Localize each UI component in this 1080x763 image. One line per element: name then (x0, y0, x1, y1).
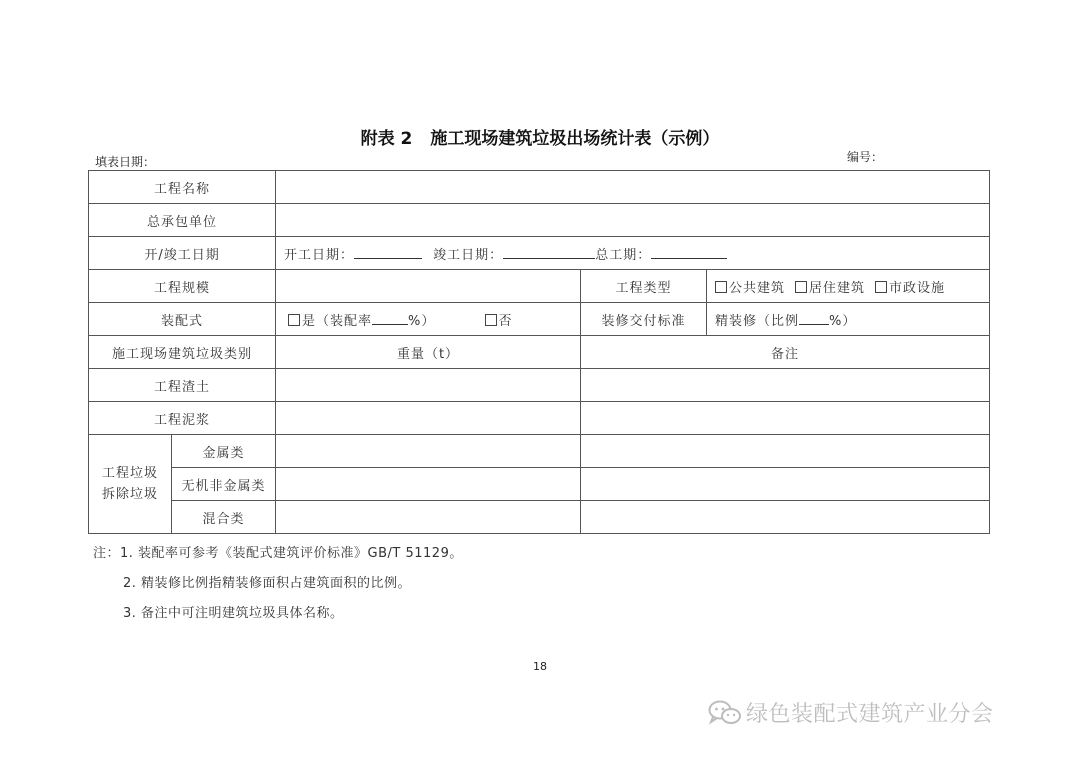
option-prefab-no[interactable]: 否 (485, 314, 513, 329)
mud-remark[interactable] (581, 402, 990, 435)
table-row (89, 336, 990, 369)
mud-weight[interactable] (276, 402, 581, 435)
prefab-options (276, 303, 581, 336)
nonmetal-weight[interactable] (276, 468, 581, 501)
title-prefix: 附表 2 (360, 129, 413, 149)
table-row (89, 501, 990, 534)
scale-value[interactable] (276, 270, 581, 303)
metal-weight[interactable] (276, 435, 581, 468)
decoration-standard-label: 装修交付标准 (581, 303, 707, 336)
notes (93, 546, 463, 636)
checkbox-icon (715, 281, 727, 293)
end-date-label: 竣工日期： (433, 247, 504, 263)
waste-group-line2: 拆除垃圾 (101, 487, 158, 502)
page-number: 18 (533, 660, 547, 673)
remark-header: 备注 (581, 336, 990, 369)
end-date-blank[interactable] (503, 246, 595, 259)
prefab-rate-blank[interactable] (372, 312, 408, 325)
watermark (708, 697, 994, 728)
metal-label: 金属类 (172, 435, 276, 468)
waste-group-label (89, 435, 172, 534)
metal-remark[interactable] (581, 435, 990, 468)
note-3: 3. 备注中可注明建筑垃圾具体名称。 (123, 606, 344, 621)
residue-remark[interactable] (581, 369, 990, 402)
start-date-label: 开工日期： (284, 247, 355, 263)
waste-category-header: 施工现场建筑垃圾类别 (89, 336, 276, 369)
table-row (89, 369, 990, 402)
table-title (0, 124, 1080, 149)
note-2: 2. 精装修比例指精装修面积占建筑面积的比例。 (123, 576, 412, 591)
project-name-label: 工程名称 (89, 171, 276, 204)
table-row (89, 237, 990, 270)
decoration-standard-value: 精装修（比例 %） (707, 303, 990, 336)
project-type-options (707, 270, 990, 303)
checkbox-icon (875, 281, 887, 293)
wechat-icon (708, 700, 742, 726)
duration-label: 总工期： (595, 247, 652, 263)
start-date-blank[interactable] (354, 246, 422, 259)
duration-blank[interactable] (651, 246, 727, 259)
table-row (89, 204, 990, 237)
project-type-label: 工程类型 (581, 270, 707, 303)
table-row (89, 402, 990, 435)
table-row (89, 303, 990, 336)
checkbox-icon (795, 281, 807, 293)
date-fields (276, 237, 990, 270)
fill-date-label: 填表日期： (95, 155, 156, 169)
option-residential-building[interactable]: 居住建筑 (795, 281, 865, 296)
residue-weight[interactable] (276, 369, 581, 402)
mixed-remark[interactable] (581, 501, 990, 534)
statistics-table (88, 170, 990, 534)
table-row (89, 171, 990, 204)
option-prefab-yes[interactable]: 是（装配率 %） (288, 314, 435, 329)
project-name-value[interactable] (276, 171, 990, 204)
nonmetal-label: 无机非金属类 (172, 468, 276, 501)
title-text: 施工现场建筑垃圾出场统计表（示例） (430, 129, 720, 149)
general-contractor-label: 总承包单位 (89, 204, 276, 237)
mixed-label: 混合类 (172, 501, 276, 534)
table-row (89, 270, 990, 303)
note-1: 注：1. 装配率可参考《装配式建筑评价标准》GB/T 51129。 (93, 546, 463, 561)
decoration-ratio-blank[interactable] (799, 312, 829, 325)
start-end-date-label: 开/竣工日期 (89, 237, 276, 270)
mud-label: 工程泥浆 (89, 402, 276, 435)
prefab-label: 装配式 (89, 303, 276, 336)
watermark-text: 绿色装配式建筑产业分会 (746, 702, 994, 727)
serial-label: 编号： (847, 150, 884, 164)
checkbox-icon (288, 314, 300, 326)
waste-group-line1: 工程垃圾 (101, 466, 158, 481)
mixed-weight[interactable] (276, 501, 581, 534)
checkbox-icon (485, 314, 497, 326)
option-public-building[interactable]: 公共建筑 (715, 281, 785, 296)
option-municipal-facility[interactable]: 市政设施 (875, 281, 945, 296)
general-contractor-value[interactable] (276, 204, 990, 237)
nonmetal-remark[interactable] (581, 468, 990, 501)
weight-header: 重量（t） (276, 336, 581, 369)
table-row (89, 468, 990, 501)
table-row (89, 435, 990, 468)
scale-label: 工程规模 (89, 270, 276, 303)
residue-label: 工程渣土 (89, 369, 276, 402)
